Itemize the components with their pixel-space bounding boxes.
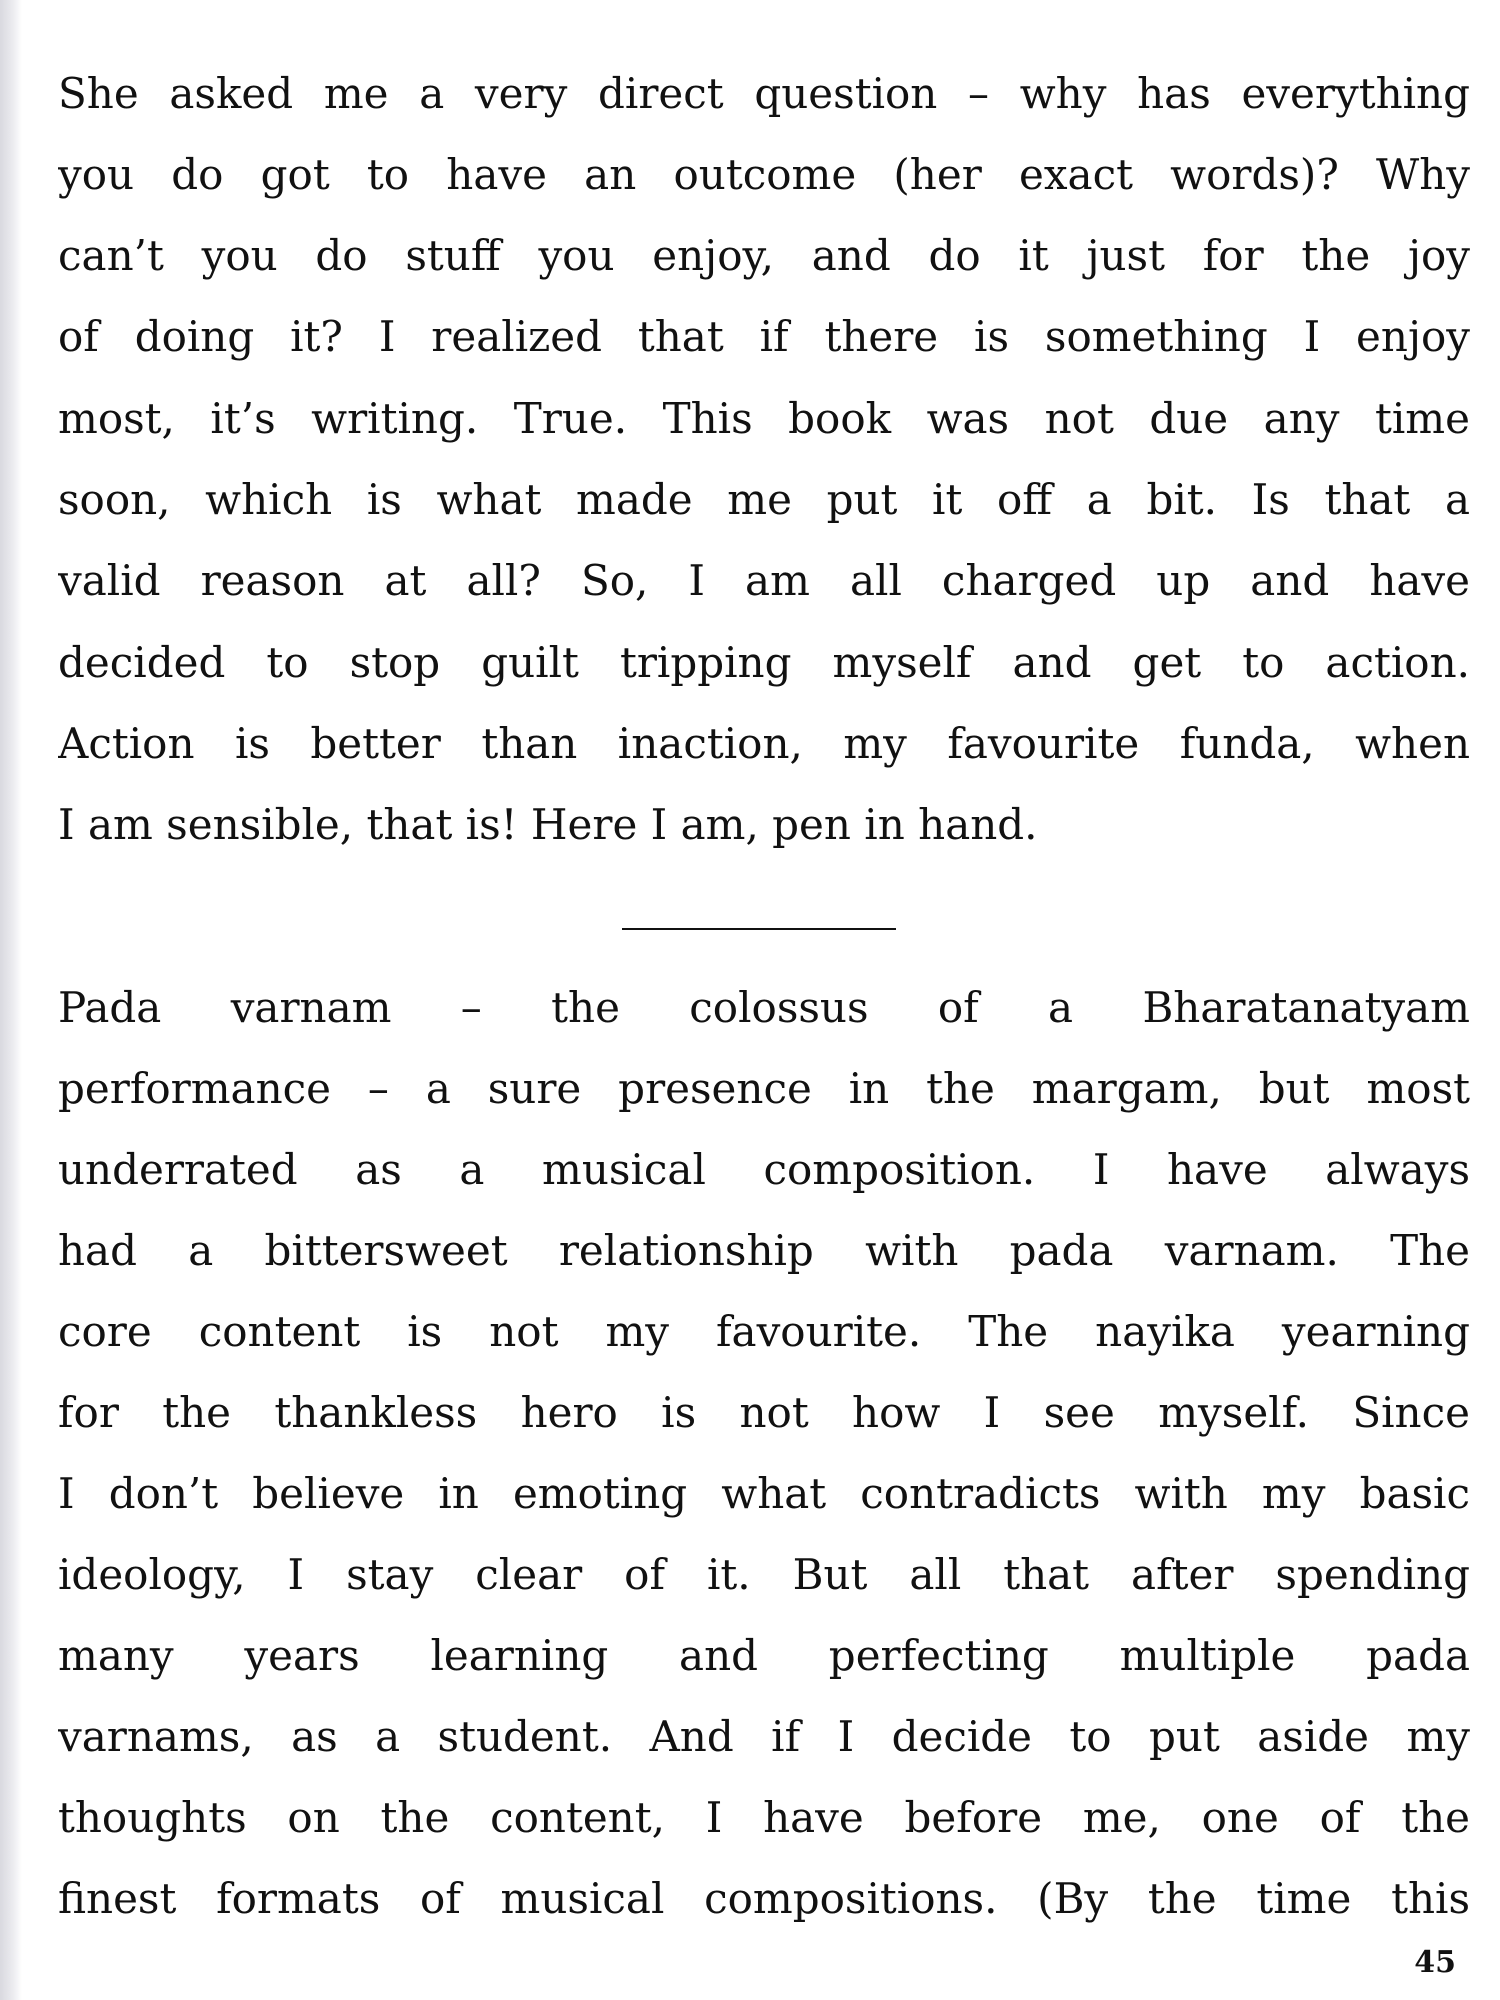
paragraph-2-line: I don’t believe in emoting what contradicts with my basic: [58, 1469, 1470, 1518]
paragraph-1-line: soon, which is what made me put it off a bit. Is that a: [58, 475, 1470, 524]
paragraph-2-line: many years learning and perfecting multiple pada: [58, 1631, 1470, 1680]
paragraph-2-line: had a bittersweet relationship with pada varnam. The: [58, 1226, 1470, 1275]
paragraph-2-line: varnams, as a student. And if I decide to put aside my: [58, 1712, 1470, 1761]
paragraph-1-line: you do got to have an outcome (her exact words)? Why: [58, 150, 1470, 199]
paragraph-2-line: underrated as a musical composition. I have always: [58, 1145, 1470, 1194]
binding-shadow: [0, 0, 22, 2000]
paragraph-2-line: for the thankless hero is not how I see myself. Since: [58, 1388, 1470, 1437]
paragraph-2-line: finest formats of musical compositions. (By the time this: [58, 1874, 1470, 1923]
paragraph-2-line: performance – a sure presence in the margam, but most: [58, 1064, 1470, 1113]
paragraph-1-line: Action is better than inaction, my favourite funda, when: [58, 719, 1470, 768]
paragraph-1-line: can’t you do stuff you enjoy, and do it just for the joy: [58, 231, 1470, 280]
paragraph-2-line: thoughts on the content, I have before me, one of the: [58, 1793, 1470, 1842]
paragraph-1-line: decided to stop guilt tripping myself and get to action.: [58, 638, 1470, 687]
section-divider: [622, 928, 896, 930]
paragraph-1-line: I am sensible, that is! Here I am, pen in hand.: [58, 800, 1038, 849]
paragraph-1-line: valid reason at all? So, I am all charged up and have: [58, 556, 1470, 605]
paragraph-1-line: most, it’s writing. True. This book was not due any time: [58, 394, 1470, 443]
paragraph-2-line: Pada varnam – the colossus of a Bharatanatyam: [58, 983, 1470, 1032]
paragraph-2-line: core content is not my favourite. The nayika yearning: [58, 1307, 1470, 1356]
paragraph-2-line: ideology, I stay clear of it. But all that after spending: [58, 1550, 1470, 1599]
paragraph-1-line: of doing it? I realized that if there is something I enjoy: [58, 312, 1470, 361]
paragraph-1-line: She asked me a very direct question – why has everything: [58, 69, 1470, 118]
page-number: 45: [1414, 1945, 1456, 1980]
